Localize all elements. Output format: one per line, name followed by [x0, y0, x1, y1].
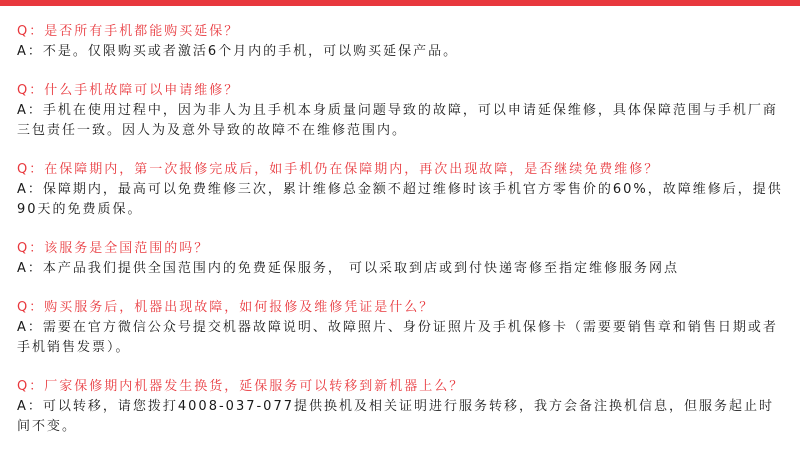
faq-question: Q：什么手机故障可以申请维修？	[17, 83, 240, 98]
faq-answer: A：需要在官方微信公众号提交机器故障说明、故障照片、身份证照片及手机保修卡（需要要销售章和销售日期或者手机销售发票）。	[17, 320, 778, 355]
faq-answer: A：手机在使用过程中，因为非人为且手机本身质量问题导致的故障，可以申请延保维修，具体保障范围与手机厂商三包责任一致。因人为及意外导致的故障不在维修范围内。	[17, 103, 778, 138]
faq-answer: A：可以转移，请您拨打4008-037-077提供换机及相关证明进行服务转移，我方会备注换机信息，但服务起止时间不变。	[17, 399, 774, 434]
faq-answer: A：保障期内，最高可以免费维修三次，累计维修总金额不超过维修时该手机官方零售价的60%，故障维修后，提供90天的免费质保。	[17, 182, 783, 217]
faq-item	[17, 298, 787, 358]
faq-answer: A：本产品我们提供全国范围内的免费延保服务， 可以采取到店或到付快递寄修至指定维修服务网点	[17, 261, 680, 276]
faq-question: Q：在保障期内，第一次报修完成后，如手机仍在保障期内，再次出现故障，是否继续免费维修？	[17, 162, 660, 177]
faq-question: Q：购买服务后，机器出现故障，如何报修及维修凭证是什么？	[17, 300, 435, 315]
faq-item	[17, 160, 787, 220]
faq-answer: A：不是。仅限购买或者激活6个月内的手机，可以购买延保产品。	[17, 44, 459, 59]
faq-item	[17, 81, 787, 141]
faq-question: Q：是否所有手机都能购买延保？	[17, 24, 240, 39]
faq-item	[17, 377, 787, 437]
faq-question: Q：厂家保修期内机器发生换货，延保服务可以转移到新机器上么？	[17, 379, 465, 394]
faq-item	[17, 22, 787, 62]
faq-question: Q：该服务是全国范围的吗？	[17, 241, 210, 256]
top-accent-bar	[0, 0, 800, 6]
faq-item	[17, 239, 787, 279]
faq-list	[17, 22, 787, 456]
